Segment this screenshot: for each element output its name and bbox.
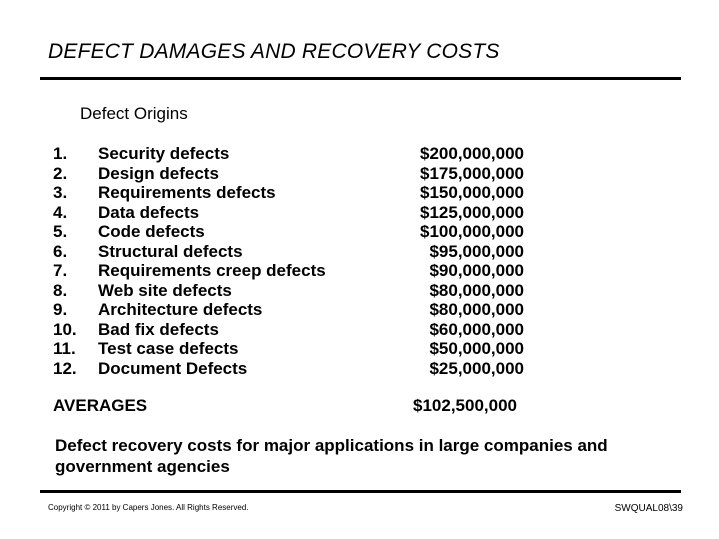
item-cost: $125,000,000 [420,202,524,222]
title-divider [40,77,681,80]
item-cost: $175,000,000 [420,163,524,183]
item-number: 2. [53,163,68,183]
item-name: Test case defects [98,339,239,358]
item-name: Requirements creep defects [98,261,326,280]
list-item [53,144,533,164]
slide-id: SWQUAL08\39 [614,503,683,514]
item-number: 4. [53,202,68,222]
slide-title: DEFECT DAMAGES AND RECOVERY COSTS [48,40,500,63]
item-cost: $90,000,000 [429,261,524,280]
list-item [53,203,533,223]
list-item [53,320,533,340]
item-cost: $95,000,000 [429,241,524,261]
item-cost: $150,000,000 [420,183,524,202]
item-cost: $80,000,000 [429,280,524,300]
item-number: 1. [53,144,68,163]
item-cost: $200,000,000 [420,144,524,163]
item-number: 3. [53,183,68,202]
item-number: 12. [53,358,77,378]
item-name: Design defects [98,163,219,183]
item-name: Code defects [98,222,205,241]
list-item [53,300,533,320]
footer-divider [40,490,681,493]
recovery-cost-note: Defect recovery costs for major applications in large companies and government agencies [55,436,608,476]
item-name: Security defects [98,144,230,163]
item-number: 6. [53,241,68,261]
item-name: Document Defects [98,358,248,378]
list-item [53,339,533,359]
item-number: 9. [53,300,68,319]
item-name: Requirements defects [98,183,276,202]
list-item [53,222,533,242]
item-cost: $60,000,000 [429,319,524,339]
list-item [53,183,533,203]
item-number: 10. [53,319,77,339]
list-item [53,242,533,262]
item-number: 5. [53,222,68,241]
item-number: 11. [53,339,76,358]
item-name: Bad fix defects [98,319,219,339]
defect-origins-list [53,144,533,378]
list-item [53,359,533,379]
item-number: 8. [53,280,68,300]
item-cost: $50,000,000 [429,339,524,358]
item-cost: $80,000,000 [429,300,524,319]
averages-label: AVERAGES [53,396,148,415]
item-number: 7. [53,261,68,280]
item-name: Web site defects [98,280,232,300]
section-subtitle: Defect Origins [80,104,188,123]
item-name: Architecture defects [98,300,263,319]
copyright-notice: Copyright © 2011 by Capers Jones. All Rights Reserved. [48,503,249,512]
item-name: Data defects [98,202,200,222]
list-item [53,261,533,281]
item-name: Structural defects [98,241,243,261]
item-cost: $100,000,000 [420,222,524,241]
averages-value: $102,500,000 [413,396,517,415]
item-cost: $25,000,000 [429,358,524,378]
list-item [53,164,533,184]
list-item [53,281,533,301]
